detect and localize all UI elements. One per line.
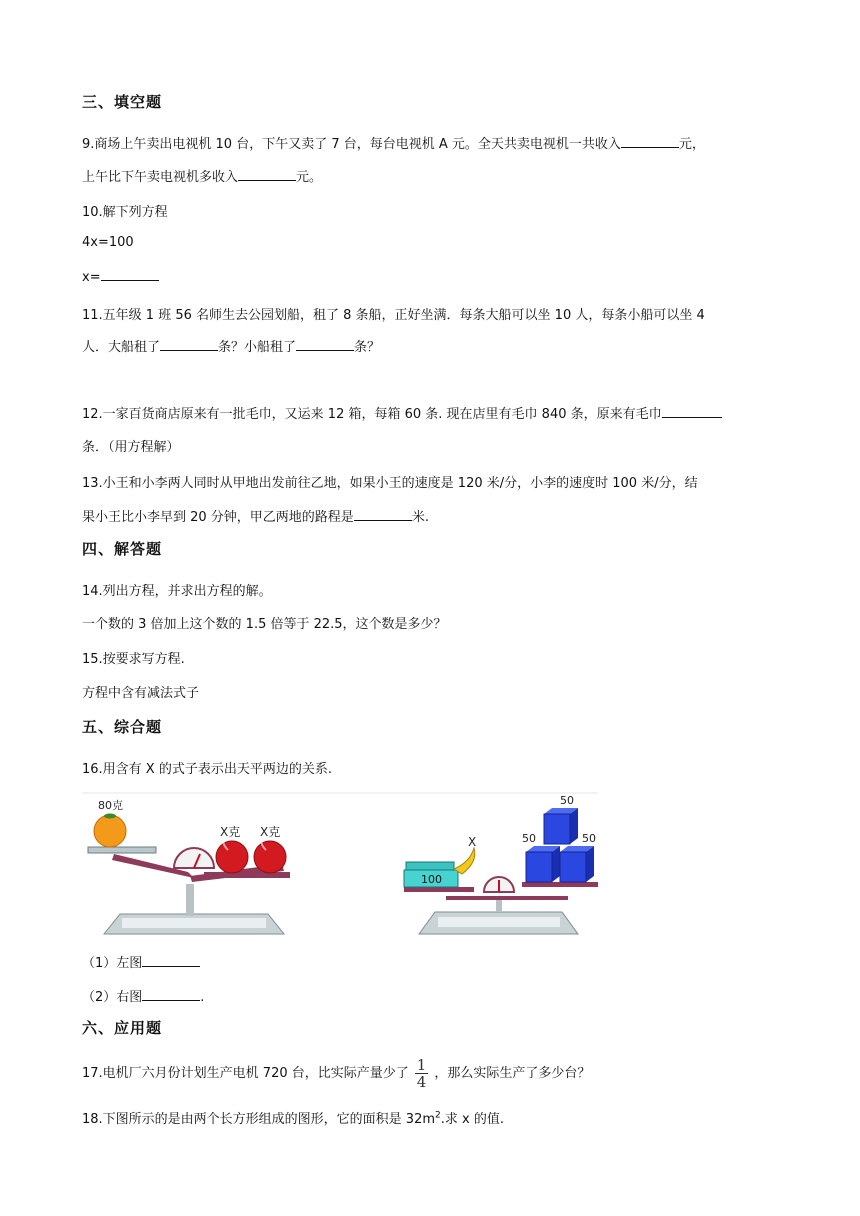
question-12-line-2: 条．（用方程解） <box>82 440 180 455</box>
fraction-numerator: 1 <box>416 1056 427 1074</box>
right-balance-scale <box>404 794 598 934</box>
superscript: 2 <box>435 1110 441 1121</box>
orange-leaf-icon <box>104 814 116 819</box>
right-pan <box>522 882 598 887</box>
question-17 <box>82 1057 590 1090</box>
q18-text: .求 x 的值. <box>440 1112 504 1127</box>
question-11-line-1: 11.五年级 1 班 56 名师生去公园划船，租了 8 条船，正好坐满．每条大船可以坐 10 人，每条小船可以坐 4 <box>82 308 705 323</box>
q16-text: （1）左图 <box>82 956 143 971</box>
question-12-line-1 <box>82 403 722 422</box>
fraction <box>415 1057 429 1090</box>
orange-weight-label: 80克 <box>98 799 123 812</box>
left-pan <box>88 847 156 853</box>
section-heading-application: 六、应用题 <box>82 1019 163 1037</box>
orange-icon <box>94 815 126 847</box>
question-13-line-2 <box>82 506 429 525</box>
q16-text: （2）右图 <box>82 990 143 1005</box>
question-10-title: 10.解下列方程 <box>82 205 168 220</box>
answer-blank[interactable] <box>238 168 296 181</box>
banana-icon <box>454 848 475 874</box>
question-11-line-2 <box>82 336 380 355</box>
question-10-equation: 4x=100 <box>82 235 134 250</box>
q11-text: 人．大船租了 <box>82 340 161 355</box>
answer-blank[interactable] <box>354 508 412 521</box>
q11-text: 条？ <box>354 340 381 355</box>
question-16-answer-2 <box>82 986 204 1005</box>
answer-blank[interactable] <box>621 135 679 148</box>
section-heading-fill-in: 三、填空题 <box>82 93 163 111</box>
cube-icon <box>526 846 560 882</box>
question-10-answer <box>82 268 159 285</box>
fraction-denominator: 4 <box>416 1073 427 1091</box>
scale-beam <box>446 896 568 900</box>
apple-icon <box>254 841 286 873</box>
q13-text: 米. <box>411 510 429 525</box>
apple-weight-label-1: X克 <box>220 825 241 839</box>
cube-weight-label-top: 50 <box>560 794 574 807</box>
q9-text: 元。 <box>296 170 323 185</box>
q11-text: 条？小船租了 <box>218 340 297 355</box>
q17-text: ，那么实际生产了多少台？ <box>434 1066 591 1081</box>
scale-post <box>186 884 194 916</box>
scale-dial <box>174 848 214 868</box>
answer-blank[interactable] <box>101 268 159 281</box>
question-14-text: 一个数的 3 倍加上这个数的 1.5 倍等于 22.5，这个数是多少？ <box>82 617 447 632</box>
box-weight-label: 100 <box>421 873 442 886</box>
question-15-text: 方程中含有减法式子 <box>82 686 200 701</box>
cube-icon <box>560 846 594 882</box>
apple-icon <box>216 841 248 873</box>
q18-text: 18.下图所示的是由两个长方形组成的图形，它的面积是 32m <box>82 1112 436 1127</box>
answer-blank[interactable] <box>160 338 218 351</box>
question-9-line-1 <box>82 133 705 152</box>
question-14-title: 14.列出方程，并求出方程的解。 <box>82 584 272 599</box>
q9-text: 9.商场上午卖出电视机 10 台，下午又卖了 7 台，每台电视机 A 元。全天共卖电视机一共收入 <box>82 137 621 152</box>
cube-weight-label-right: 50 <box>582 832 596 845</box>
banana-weight-label: X <box>468 835 477 849</box>
balance-scales-figure <box>82 792 598 937</box>
q9-text: 元， <box>678 137 705 152</box>
section-heading-answer: 四、解答题 <box>82 540 163 558</box>
section-heading-comprehensive: 五、综合题 <box>82 718 163 736</box>
q10-answer-prefix: x= <box>82 270 101 285</box>
question-9-line-2 <box>82 166 322 185</box>
q12-text: 12.一家百货商店原来有一批毛巾，又运来 12 箱，每箱 60 条. 现在店里有毛巾 840 条，原来有毛巾 <box>82 407 662 422</box>
answer-blank[interactable] <box>142 988 200 1001</box>
answer-blank[interactable] <box>296 338 354 351</box>
scale-post <box>496 900 502 912</box>
left-pan <box>404 887 474 892</box>
apple-weight-label-2: X克 <box>260 825 281 839</box>
answer-blank[interactable] <box>662 405 722 418</box>
question-13-line-1: 13.小王和小李两人同时从甲地出发前往乙地，如果小王的速度是 120 米/分，小李的速度时 100 米/分，结 <box>82 476 698 491</box>
q9-text: 上午比下午卖电视机多收入 <box>82 170 239 185</box>
question-16-title: 16.用含有 X 的式子表示出天平两边的关系. <box>82 762 332 777</box>
cube-weight-label-left: 50 <box>522 832 536 845</box>
question-15-title: 15.按要求写方程. <box>82 652 185 667</box>
question-16-answer-1 <box>82 952 200 971</box>
scale-base-inset <box>122 918 266 928</box>
box-lid <box>406 862 454 870</box>
left-balance-scale <box>88 798 290 934</box>
q16-text: . <box>200 990 205 1005</box>
answer-blank[interactable] <box>142 954 200 967</box>
q17-text: 17.电机厂六月份计划生产电机 720 台，比实际产量少了 <box>82 1066 409 1081</box>
cube-icon <box>544 808 578 844</box>
right-pan <box>204 872 290 878</box>
q13-text: 果小王比小李早到 20 分钟，甲乙两地的路程是 <box>82 510 354 525</box>
question-18 <box>82 1108 504 1127</box>
